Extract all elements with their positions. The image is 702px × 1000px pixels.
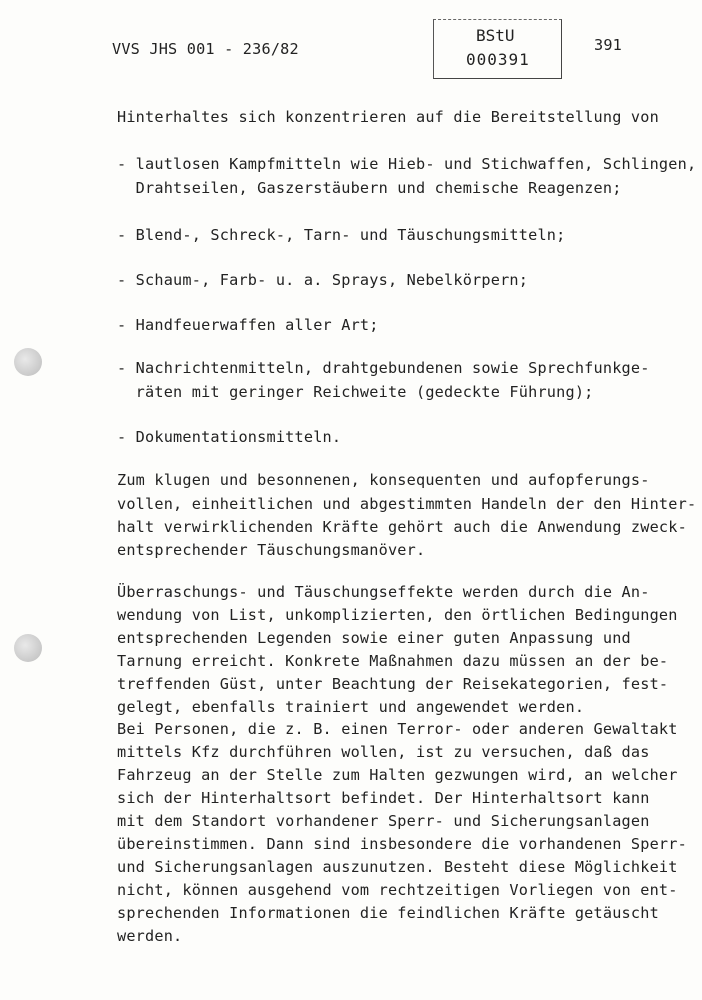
bullet-line: - Schaum-, Farb- u. a. Sprays, Nebelkörpern; bbox=[117, 271, 529, 289]
paragraph2-line: wendung von List, unkomplizierten, den örtlichen Bedingungen bbox=[117, 606, 678, 624]
paragraph2-line: und Sicherungsanlagen auszunutzen. Besteht diese Möglichkeit bbox=[117, 858, 678, 876]
bullet-line: - Handfeuerwaffen aller Art; bbox=[117, 316, 379, 334]
archive-stamp bbox=[433, 19, 562, 79]
paragraph2-line: sprechenden Informationen die feindlichen Kräfte getäuscht bbox=[117, 904, 659, 922]
paragraph2-line: nicht, können ausgehend vom rechtzeitigen Vorliegen von ent- bbox=[117, 881, 678, 899]
paragraph2-line: mittels Kfz durchführen wollen, ist zu versuchen, daß das bbox=[117, 743, 650, 761]
paragraph2-line: werden. bbox=[117, 927, 183, 945]
bullet-line: räten mit geringer Reichweite (gedeckte Führung); bbox=[117, 383, 594, 401]
bullet-line: - Nachrichtenmitteln, drahtgebundenen sowie Sprechfunkge- bbox=[117, 359, 650, 377]
document-reference: VVS JHS 001 - 236/82 bbox=[112, 40, 299, 58]
bullet-line: Drahtseilen, Gaszerstäubern und chemische Reagenzen; bbox=[117, 179, 622, 197]
stamp-agency: BStU bbox=[476, 26, 515, 45]
punch-hole-top bbox=[14, 348, 42, 376]
paragraph2-line: sich der Hinterhaltsort befindet. Der Hinterhaltsort kann bbox=[117, 789, 650, 807]
paragraph2-line: gelegt, ebenfalls trainiert und angewendet werden. bbox=[117, 698, 585, 716]
intro-line: Hinterhaltes sich konzentrieren auf die Bereitstellung von bbox=[117, 108, 659, 126]
punch-hole-bottom bbox=[14, 634, 42, 662]
paragraph1-line: halt verwirklichenden Kräfte gehört auch die Anwendung zweck- bbox=[117, 518, 687, 536]
stamp-number: 000391 bbox=[466, 50, 530, 69]
paragraph2-line: Überraschungs- und Täuschungseffekte werden durch die An- bbox=[117, 583, 650, 601]
bullet-line: - Dokumentationsmitteln. bbox=[117, 428, 342, 446]
paragraph2-line: treffenden Güst, unter Beachtung der Reisekategorien, fest- bbox=[117, 675, 669, 693]
paragraph2-line: entsprechenden Legenden sowie einer guten Anpassung und bbox=[117, 629, 631, 647]
page-number: 391 bbox=[594, 36, 623, 54]
paragraph2-line: mit dem Standort vorhandener Sperr- und Sicherungsanlagen bbox=[117, 812, 650, 830]
paragraph1-line: entsprechender Täuschungsmanöver. bbox=[117, 541, 426, 559]
paragraph1-line: vollen, einheitlichen und abgestimmten Handeln der den Hinter- bbox=[117, 495, 697, 513]
paragraph1-line: Zum klugen und besonnenen, konsequenten und aufopferungs- bbox=[117, 471, 650, 489]
bullet-line: - lautlosen Kampfmitteln wie Hieb- und Stichwaffen, Schlingen, bbox=[117, 155, 697, 173]
paragraph2-line: übereinstimmen. Dann sind insbesondere die vorhandenen Sperr- bbox=[117, 835, 687, 853]
paragraph2-line: Tarnung erreicht. Konkrete Maßnahmen dazu müssen an der be- bbox=[117, 652, 669, 670]
paragraph2-line: Bei Personen, die z. B. einen Terror- oder anderen Gewaltakt bbox=[117, 720, 678, 738]
paragraph2-line: Fahrzeug an der Stelle zum Halten gezwungen wird, an welcher bbox=[117, 766, 678, 784]
bullet-line: - Blend-, Schreck-, Tarn- und Täuschungsmitteln; bbox=[117, 226, 566, 244]
